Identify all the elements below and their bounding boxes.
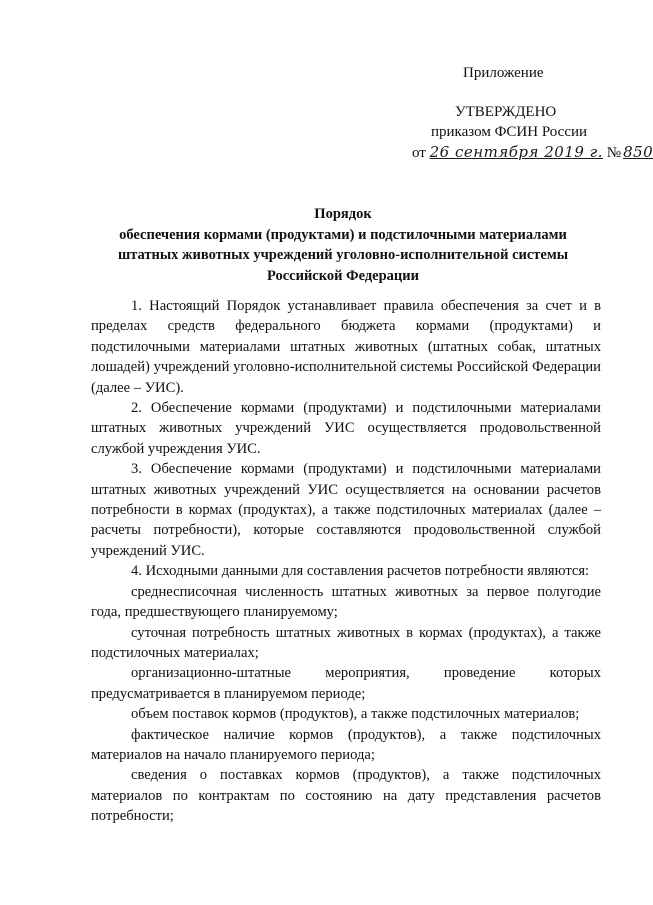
title-line-1: Порядок bbox=[314, 206, 372, 222]
title-line-2: обеспечения кормами (продуктами) и подстилочными материалами bbox=[119, 226, 567, 243]
title-line-4: Российской Федерации bbox=[266, 267, 419, 284]
document-body bbox=[91, 296, 601, 827]
list-item-headcount: среднесписочная численность штатных животных за первое полугодие года, предшествующего планируемому; bbox=[91, 583, 601, 621]
paragraph-1: 1. Настоящий Порядок устанавливает правила обеспечения за счет и в пределах средств федерального бюджета кормами (продуктами) и подстилочными материалами штатных животных (штатных собак, штатных лошадей) учреждений уголовно-исполнительной системы Российской Федерации (далее – УИС). bbox=[91, 298, 601, 396]
paragraph-3: 3. Обеспечение кормами (продуктами) и подстилочными материалами штатных животных учреждений УИС осуществляется на основании расчетов потребности в кормах (продуктах), а также подстилочных материалах (далее – расчеты потребности), которые составляются продовольственной службой учреждений УИС. bbox=[91, 461, 601, 559]
list-item-actual-stock: фактическое наличие кормов (продуктов), а также подстилочных материалов на начало планируемого периода; bbox=[91, 726, 601, 763]
list-item-contracts: сведения о поставках кормов (продуктов), а также подстилочных материалов по контрактам по состоянию на дату представления расчетов потребности; bbox=[91, 767, 601, 825]
title-line-3: штатных животных учреждений уголовно-исполнительной системы bbox=[117, 247, 569, 264]
order-date-line bbox=[412, 143, 653, 162]
list-item-supply-volume: объем поставок кормов (продуктов), а также подстилочных материалов; bbox=[131, 706, 580, 723]
list-item-staffing: организационно-штатные мероприятия, проведение которых предусматривается в планируемом периоде; bbox=[91, 665, 601, 702]
list-item-daily-need: суточная потребность штатных животных в кормах (продуктах), а также подстилочных материалах; bbox=[91, 624, 601, 661]
handwritten-date: 26 сентября 2019 г. bbox=[429, 143, 604, 161]
order-reference: приказом ФСИН России bbox=[431, 124, 588, 140]
document-title bbox=[88, 204, 598, 286]
handwritten-order-number: 850 bbox=[623, 143, 653, 161]
paragraph-2: 2. Обеспечение кормами (продуктами) и подстилочными материалами штатных животных учреждений УИС осуществляется продовольственной службой учреждения УИС. bbox=[91, 400, 601, 457]
approved-label: УТВЕРЖДЕНО bbox=[455, 104, 557, 120]
number-sign: № bbox=[606, 145, 622, 161]
appendix-label: Приложение bbox=[463, 65, 544, 81]
date-prefix: от bbox=[412, 145, 426, 161]
paragraph-4: 4. Исходными данными для составления расчетов потребности являются: bbox=[131, 563, 590, 580]
